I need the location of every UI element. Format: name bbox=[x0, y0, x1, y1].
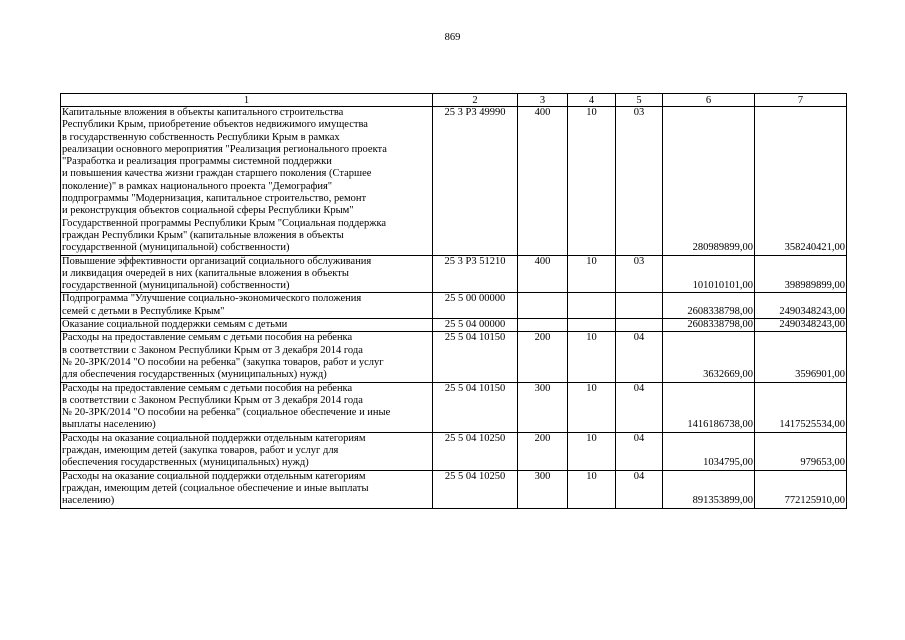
row-name: Оказание социальной поддержки семьям с детьми bbox=[61, 319, 433, 332]
row-amount-7: 3596901,00 bbox=[755, 332, 847, 382]
row-amount-6: 3632669,00 bbox=[663, 332, 755, 382]
page-number: 869 bbox=[444, 32, 461, 43]
row-column-3 bbox=[518, 319, 568, 332]
column-header-4: 4 bbox=[568, 94, 616, 107]
row-column-3 bbox=[518, 293, 568, 319]
row-column-4: 10 bbox=[568, 332, 616, 382]
row-column-3: 400 bbox=[518, 255, 568, 293]
row-code: 25 5 04 10250 bbox=[433, 470, 518, 508]
column-header-6: 6 bbox=[663, 94, 755, 107]
row-amount-7: 2490348243,00 bbox=[755, 319, 847, 332]
row-amount-7: 772125910,00 bbox=[755, 470, 847, 508]
table-row bbox=[61, 382, 847, 432]
row-code: 25 3 P3 49990 bbox=[433, 107, 518, 256]
row-column-3: 200 bbox=[518, 432, 568, 470]
table-row bbox=[61, 293, 847, 319]
row-amount-6: 101010101,00 bbox=[663, 255, 755, 293]
row-column-5 bbox=[616, 319, 663, 332]
row-column-5: 04 bbox=[616, 332, 663, 382]
row-column-4: 10 bbox=[568, 432, 616, 470]
table-row bbox=[61, 332, 847, 382]
row-code: 25 5 04 10150 bbox=[433, 382, 518, 432]
row-column-3: 200 bbox=[518, 332, 568, 382]
row-column-4: 10 bbox=[568, 107, 616, 256]
budget-table bbox=[60, 93, 847, 509]
row-column-3: 400 bbox=[518, 107, 568, 256]
row-column-3: 300 bbox=[518, 470, 568, 508]
row-name: Повышение эффективности организаций социального обслуживания и ликвидация очередей в них (капитальные вложения в объекты государственной (муниципальной) собственности) bbox=[61, 255, 433, 293]
row-name: Подпрограмма "Улучшение социально-экономического положения семей с детьми в Республике Крым" bbox=[61, 293, 433, 319]
row-amount-6: 891353899,00 bbox=[663, 470, 755, 508]
column-header-5: 5 bbox=[616, 94, 663, 107]
table-row bbox=[61, 255, 847, 293]
table-row bbox=[61, 319, 847, 332]
row-column-5 bbox=[616, 293, 663, 319]
row-column-5: 03 bbox=[616, 255, 663, 293]
row-name: Расходы на предоставление семьям с детьми пособия на ребенка в соответствии с Законом Республики Крым от 3 декабря 2014 года № 20-ЗРК/2014 "О пособии на ребенка" (закупка товаров, работ и услуг для обеспечения государственных (муниципальных) нужд) bbox=[61, 332, 433, 382]
row-column-4 bbox=[568, 293, 616, 319]
row-code: 25 3 P3 51210 bbox=[433, 255, 518, 293]
row-name: Расходы на оказание социальной поддержки отдельным категориям граждан, имеющим детей (социальное обеспечение и иные выплаты населению) bbox=[61, 470, 433, 508]
row-column-5: 04 bbox=[616, 382, 663, 432]
row-amount-6: 1416186738,00 bbox=[663, 382, 755, 432]
row-column-5: 03 bbox=[616, 107, 663, 256]
row-column-4: 10 bbox=[568, 470, 616, 508]
row-column-5: 04 bbox=[616, 432, 663, 470]
row-name: Расходы на оказание социальной поддержки отдельным категориям граждан, имеющим детей (закупка товаров, работ и услуг для обеспечения государственных (муниципальных) нужд) bbox=[61, 432, 433, 470]
column-header-7: 7 bbox=[755, 94, 847, 107]
column-header-1: 1 bbox=[61, 94, 433, 107]
row-column-4: 10 bbox=[568, 382, 616, 432]
row-code: 25 5 04 10150 bbox=[433, 332, 518, 382]
row-amount-6: 2608338798,00 bbox=[663, 293, 755, 319]
row-amount-6: 280989899,00 bbox=[663, 107, 755, 256]
row-amount-7: 358240421,00 bbox=[755, 107, 847, 256]
table-row bbox=[61, 432, 847, 470]
row-name: Расходы на предоставление семьям с детьми пособия на ребенка в соответствии с Законом Республики Крым от 3 декабря 2014 года № 20-ЗРК/2014 "О пособии на ребенка" (социальное обеспечение и иные выплаты населению) bbox=[61, 382, 433, 432]
row-amount-7: 2490348243,00 bbox=[755, 293, 847, 319]
row-name: Капитальные вложения в объекты капитального строительства Республики Крым, приобретение объектов недвижимого имущества в государственную собственность Республики Крым в рамках реализации основного мероприятия "Реализация регионального проекта "Разработка и реализация программы системной поддержки и повышения качества жизни граждан старшего поколения (Старшее поколение)" в рамках национального проекта "Демография" подпрограммы "Модернизация, капитальное строительство, ремонт и реконструкция объектов социальной сферы Республики Крым" Государственной программы Республики Крым "Социальная поддержка граждан Республики Крым" (капитальные вложения в объекты государственной (муниципальной) собственности) bbox=[61, 107, 433, 256]
row-code: 25 5 04 00000 bbox=[433, 319, 518, 332]
row-amount-7: 1417525534,00 bbox=[755, 382, 847, 432]
row-amount-7: 398989899,00 bbox=[755, 255, 847, 293]
row-column-3: 300 bbox=[518, 382, 568, 432]
header-row bbox=[61, 94, 847, 107]
row-amount-6: 1034795,00 bbox=[663, 432, 755, 470]
row-column-5: 04 bbox=[616, 470, 663, 508]
row-code: 25 5 00 00000 bbox=[433, 293, 518, 319]
row-column-4: 10 bbox=[568, 255, 616, 293]
table-row bbox=[61, 107, 847, 256]
column-header-3: 3 bbox=[518, 94, 568, 107]
row-amount-6: 2608338798,00 bbox=[663, 319, 755, 332]
column-header-2: 2 bbox=[433, 94, 518, 107]
row-column-4 bbox=[568, 319, 616, 332]
table-row bbox=[61, 470, 847, 508]
row-code: 25 5 04 10250 bbox=[433, 432, 518, 470]
row-amount-7: 979653,00 bbox=[755, 432, 847, 470]
